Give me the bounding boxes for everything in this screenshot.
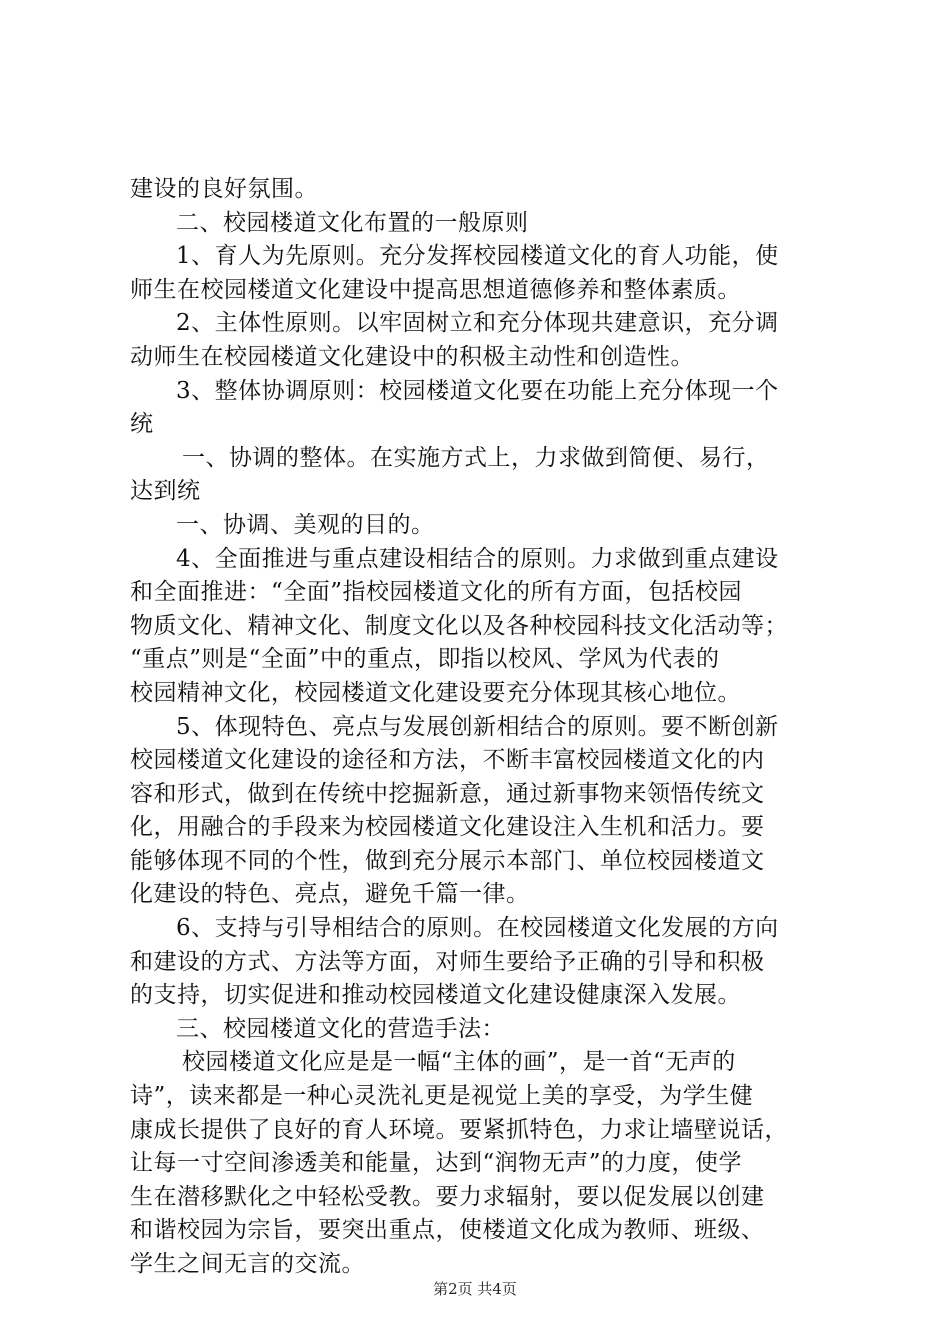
paragraph-line: 学生之间无言的交流。 [130, 1251, 365, 1277]
paragraph-line: 康成长提供了良好的育人环境。要紧抓特色，力求让墙壁说话， [130, 1116, 788, 1143]
paragraph-line: 3、整体协调原则：校园楼道文化要在功能上充分体现一个 [176, 377, 779, 404]
paragraph-line: 能够体现不同的个性，做到充分展示本部门、单位校园楼道文 [130, 847, 765, 874]
paragraph-line: 一、协调、美观的目的。 [176, 511, 435, 538]
paragraph-line: 容和形式，做到在传统中挖掘新意，通过新事物来领悟传统文 [130, 780, 765, 807]
paragraph-line: 6、支持与引导相结合的原则。在校园楼道文化发展的方向 [176, 915, 779, 942]
paragraph-line: 校园精神文化，校园楼道文化建设要充分体现其核心地位。 [130, 679, 741, 706]
section-heading: 三、校园楼道文化的营造手法： [176, 1015, 505, 1042]
paragraph-line: 让每一寸空间渗透美和能量，达到“润物无声”的力度，使学 [130, 1150, 743, 1177]
paragraph-line: 和全面推进：“全面”指校园楼道文化的所有方面，包括校园 [130, 579, 743, 606]
paragraph-line: 统 [130, 411, 154, 438]
paragraph-line: 5、体现特色、亮点与发展创新相结合的原则。要不断创新 [176, 713, 779, 740]
paragraph-line: 2、主体性原则。以牢固树立和充分体现共建意识，充分调 [176, 310, 779, 337]
section-heading: 二、校园楼道文化布置的一般原则 [176, 209, 529, 236]
paragraph-line: 校园楼道文化应是是一幅“主体的画”，是一首“无声的 [182, 1049, 736, 1076]
paragraph-line: 达到统 [130, 478, 201, 505]
document-body [130, 173, 830, 1282]
paragraph-line: 4、全面推进与重点建设相结合的原则。力求做到重点建设 [176, 545, 779, 572]
paragraph-line: 化建设的特色、亮点，避免千篇一律。 [130, 881, 530, 908]
paragraph-line: 1、育人为先原则。充分发挥校园楼道文化的育人功能，使 [176, 243, 779, 270]
paragraph-line: 和谐校园为宗旨，要突出重点，使楼道文化成为教师、班级、 [130, 1217, 765, 1244]
paragraph-line: 物质文化、精神文化、制度文化以及各种校园科技文化活动等； [130, 612, 788, 639]
paragraph-line: 一、协调的整体。在实施方式上，力求做到简便、易行， [182, 444, 770, 471]
page-number-footer: 第2页 共4页 [433, 1280, 517, 1298]
paragraph-line: “重点”则是“全面”中的重点，即指以校风、学风为代表的 [130, 646, 720, 673]
paragraph-line: 动师生在校园楼道文化建设中的积极主动性和创造性。 [130, 343, 694, 370]
paragraph-line: 建设的良好氛围。 [130, 176, 318, 202]
paragraph-line: 的支持，切实促进和推动校园楼道文化建设健康深入发展。 [130, 982, 741, 1009]
paragraph-line: 生在潜移默化之中轻松受教。要力求辐射，要以促发展以创建 [130, 1183, 765, 1210]
paragraph-line: 校园楼道文化建设的途径和方法，不断丰富校园楼道文化的内 [130, 747, 765, 774]
paragraph-line: 诗”，读来都是一种心灵洗礼更是视觉上美的享受，为学生健 [130, 1083, 754, 1110]
paragraph-line: 师生在校园楼道文化建设中提高思想道德修养和整体素质。 [130, 276, 741, 303]
paragraph-line: 化，用融合的手段来为校园楼道文化建设注入生机和活力。要 [130, 814, 765, 841]
paragraph-line: 和建设的方式、方法等方面，对师生要给予正确的引导和积极 [130, 948, 765, 975]
